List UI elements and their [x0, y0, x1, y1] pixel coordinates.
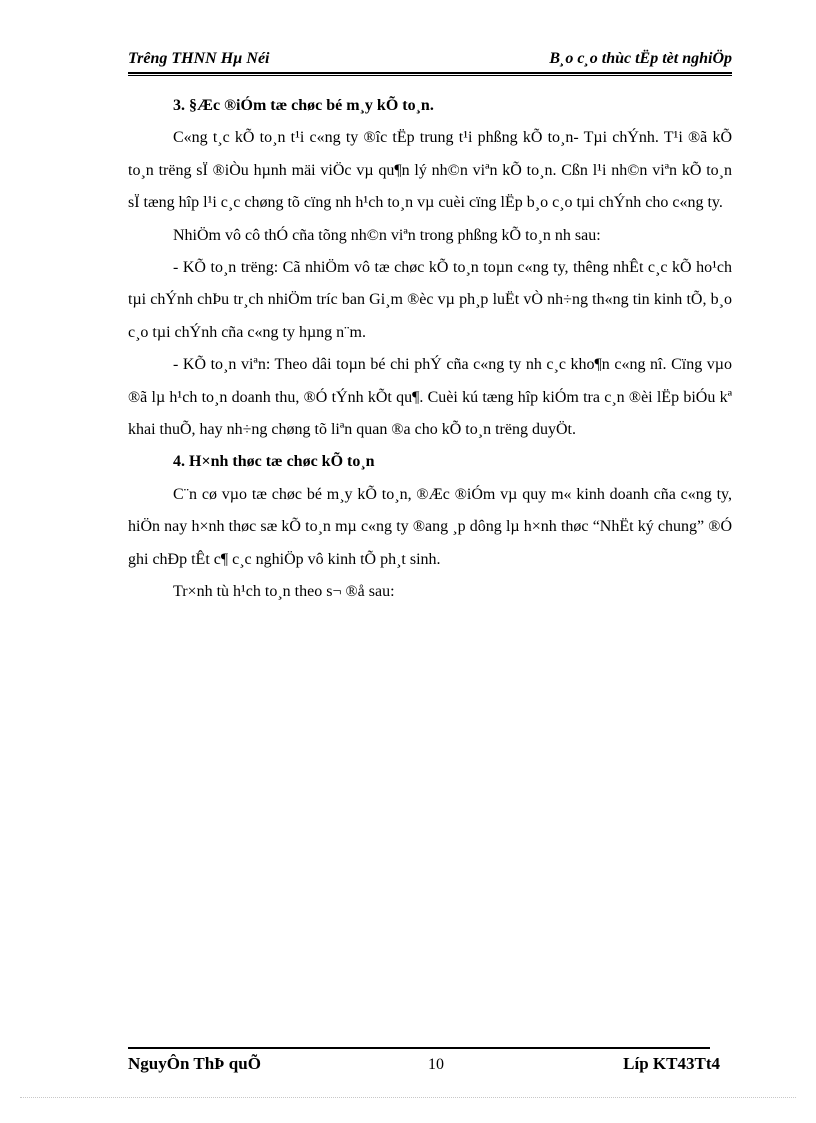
section-heading-4: 4. H×nh thøc tæ chøc kÕ to¸n	[173, 453, 375, 471]
paragraph: C¨n cø vµo tæ chøc bé m¸y kÕ to¸n, ®Æc ®iÓm vµ quy m« kinh doanh cña c«ng ty, hiÖn nay h×nh thøc sæ kÕ to¸n mµ c«ng ty ®ang ¸p dông lµ h×nh thøc “NhËt ký chung” ®Ó ghi chÐp tÊt c¶ c¸c nghiÖp vô kinh tÕ ph¸t sinh.	[128, 485, 732, 568]
page-body	[128, 90, 732, 609]
paragraph: - KÕ to¸n viªn: Theo dâi toµn bé chi phÝ cña c«ng ty nh c¸c kho¶n c«ng nî. Cïng vµo ®ã lµ h¹ch to¸n doanh thu, ®Ó tÝnh kÕt qu¶. Cuèi kú tæng hîp kiÓm tra c¸n ®èi lËp biÓu kª khai thuÕ, hay nh÷ng chøng tõ liªn quan ®a cho kÕ to¸n trëng duyÖt.	[128, 356, 732, 439]
paragraph: NhiÖm vô cô thÓ cña tõng nh©n viªn trong phßng kÕ to¸n nh sau:	[173, 226, 601, 244]
header-report-title: B¸o c¸o thùc tËp tèt nghiÖp	[549, 50, 732, 67]
header-rule-thin	[128, 75, 732, 76]
section-heading-3: 3. §Æc ®iÓm tæ chøc bé m¸y kÕ to¸n.	[173, 97, 434, 114]
paragraph: C«ng t¸c kÕ to¸n t¹i c«ng ty ®îc tËp trung t¹i phßng kÕ to¸n- Tµi chÝnh. T¹i ®ã kÕ to¸n trëng sÏ ®iÒu hµnh mäi viÖc vµ qu¶n lý nh©n viªn kÕ to¸n. Cßn l¹i nh©n viªn kÕ to¸n sÏ tæng hîp l¹i c¸c chøng tõ cïng nh h¹ch to¸n vµ cuèi cïng lËp b¸o c¸o tµi chÝnh cho c«ng ty.	[128, 129, 732, 212]
page-footer	[128, 1054, 720, 1078]
paragraph: Tr×nh tù h¹ch to¸n theo s¬ ®å sau:	[173, 583, 395, 601]
header-rule	[128, 72, 732, 74]
footer-rule	[128, 1047, 710, 1049]
footer-class: Líp KT43Tt4	[623, 1054, 720, 1073]
page-edge-divider	[20, 1097, 796, 1098]
paragraph: - KÕ to¸n trëng: Cã nhiÖm vô tæ chøc kÕ to¸n toµn c«ng ty, thêng nhÊt c¸c kÕ ho¹ch tµi chÝnh chÞu tr¸ch nhiÖm tríc ban Gi¸m ®èc vµ ph¸p luËt vÒ nh÷ng th«ng tin kinh tÕ, b¸o c¸o tµi chÝnh cña c«ng ty hµng n¨m.	[128, 259, 732, 341]
footer-author: NguyÔn ThÞ quÕ	[128, 1054, 261, 1073]
header-school: Trêng THNN Hµ Néi	[128, 50, 270, 67]
page-number: 10	[428, 1056, 444, 1073]
page-header	[128, 50, 732, 71]
